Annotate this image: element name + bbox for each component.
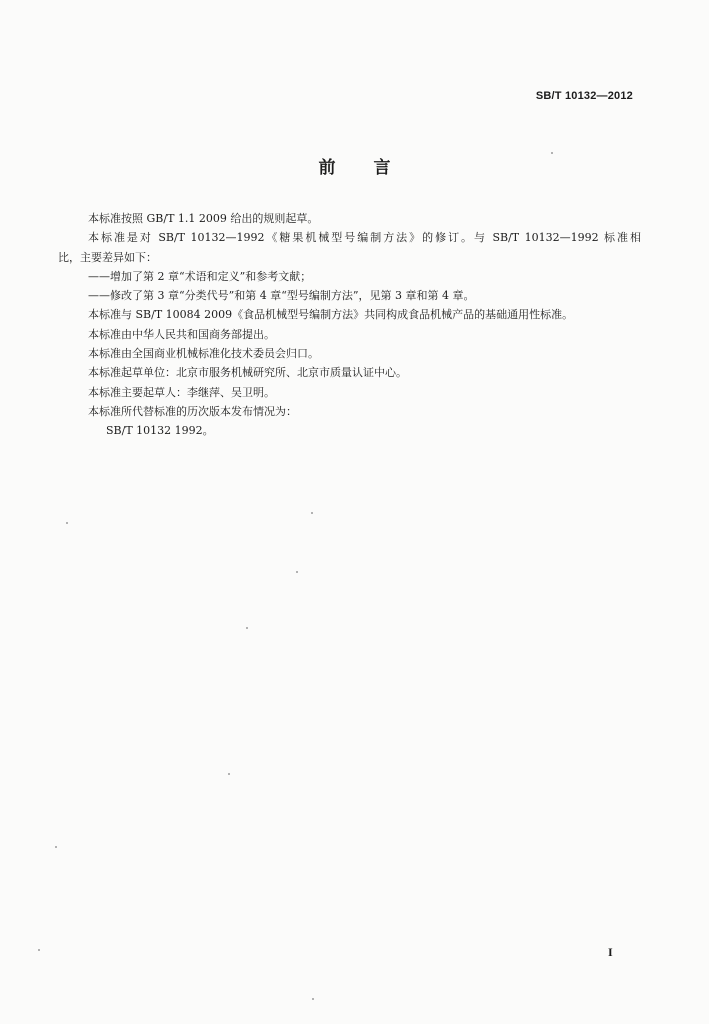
scan-speck [228,773,230,775]
page-number: I [608,945,613,959]
paragraph-previous-editions: 本标准所代替标准的历次版本发布情况为： [88,404,297,418]
paragraph-proposer: 本标准由中华人民共和国商务部提出。 [88,327,275,341]
scan-speck [55,846,57,848]
page-title: 前言 [318,158,429,178]
paragraph-technical-committee: 本标准由全国商业机械标准化技术委员会归口。 [88,347,319,361]
change-item-added: ——增加了第 2 章“术语和定义”和参考文献； [88,269,312,283]
scan-speck [66,522,68,524]
scan-speck [312,998,314,1000]
paragraph-drafting-units: 本标准起草单位：北京市服务机械研究所、北京市质量认证中心。 [88,366,407,380]
paragraph-related-standard: 本标准与 SB/T 10084 2009《食品机械型号编制方法》共同构成食品机械产品的基础通用性标准。 [88,308,574,322]
scan-speck [246,627,248,629]
paragraph-drafters: 本标准主要起草人：李继萍、吴卫明。 [88,385,275,399]
paragraph-revision-line1: 本标准是对 SB/T 10132—1992《糖果机械型号编制方法》的修订。与 SB/T 10132—1992 标准相 [88,231,641,245]
header-standard-code: SB/T 10132—2012 [535,90,633,102]
paragraph-drafting-rules: 本标准按照 GB/T 1.1 2009 给出的规则起草。 [88,212,319,225]
scan-speck [38,949,40,951]
paragraph-revision-line2: 比，主要差异如下： [58,250,157,264]
scan-speck [311,512,313,514]
change-item-modified: ——修改了第 3 章“分类代号”和第 4 章“型号编制方法”，见第 3 章和第 4 章。 [88,289,475,303]
previous-edition-item: SB/T 10132 1992。 [106,424,214,438]
scan-speck [551,152,553,154]
document-body [58,209,641,441]
scan-speck [296,571,298,573]
